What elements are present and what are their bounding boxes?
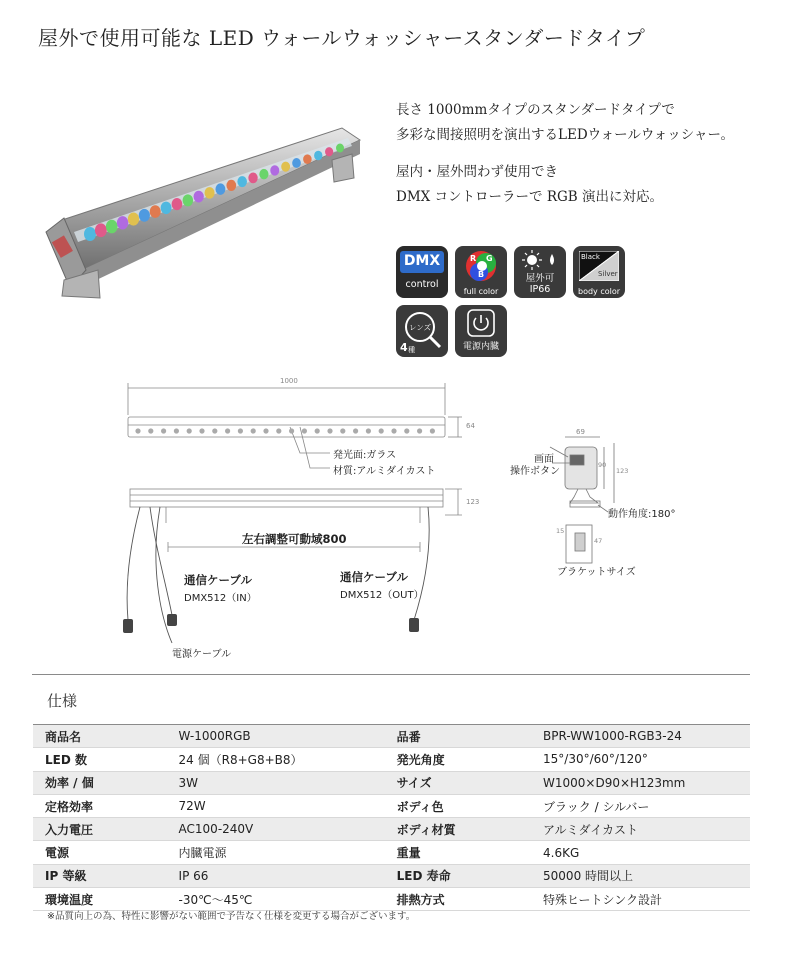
control-text: control	[405, 279, 439, 290]
led-lens	[237, 176, 247, 187]
face-label: 発光面:ガラス	[333, 450, 397, 461]
sun-rain-icon	[514, 248, 566, 270]
cable-in-sub: DMX512（IN）	[184, 593, 257, 604]
button-label: 操作ボタン	[510, 466, 560, 477]
led-dot	[289, 428, 294, 433]
lens-count: 4	[400, 341, 408, 354]
spec-title: 仕様	[47, 692, 78, 710]
led-lens	[194, 191, 204, 203]
table-row	[33, 794, 750, 817]
led-lens	[226, 180, 236, 191]
disclaimer-note: ※品質向上の為、特性に影響がない範囲で予告なく仕様を変更する場合がございます。	[47, 911, 416, 922]
led-lens	[314, 151, 322, 160]
spec-value: 24 個（R8+G8+B8）	[167, 748, 385, 771]
page-title: 屋外で使用可能な LED ウォールウォッシャースタンダードタイプ	[38, 26, 646, 50]
led-dot	[199, 428, 204, 433]
length-dimension: 1000	[280, 377, 298, 385]
led-dot	[315, 428, 320, 433]
bracket-dimension-47: 47	[594, 537, 603, 545]
ip66-text: IP66	[529, 284, 551, 295]
spec-value: W-1000RGB	[167, 725, 385, 748]
spec-key: 効率 / 個	[33, 771, 167, 794]
spec-key: 電源	[33, 841, 167, 864]
body-color-badge	[573, 246, 625, 298]
power-cable-label: 電源ケーブル	[172, 649, 232, 660]
led-dot	[391, 428, 396, 433]
led-dot	[327, 428, 332, 433]
table-row	[33, 864, 750, 887]
spec-value: IP 66	[167, 864, 385, 887]
dmx-control-badge	[396, 246, 448, 298]
led-dot	[417, 428, 422, 433]
cable-out-label: 通信ケーブル	[340, 570, 408, 584]
lens-text: レンズ	[409, 323, 432, 332]
led-dot	[263, 428, 268, 433]
depth-dimension: 69	[576, 428, 585, 436]
led-dot	[379, 428, 384, 433]
led-dot	[353, 428, 358, 433]
angle-label: 動作角度:180°	[608, 509, 676, 520]
cable-in-label: 通信ケーブル	[184, 573, 252, 587]
spec-key: 環境温度	[33, 888, 167, 911]
led-dot	[212, 428, 217, 433]
description-line: 長さ 1000mmタイプのスタンダードタイプで	[396, 102, 675, 118]
led-dot	[225, 428, 230, 433]
led-dot	[135, 428, 140, 433]
side-dimension-123: 123	[616, 467, 629, 475]
spec-key: 発光角度	[385, 748, 531, 771]
led-lens	[259, 169, 268, 180]
description-line: 屋内・屋外問わず使用でき	[396, 164, 558, 180]
led-lens	[183, 194, 193, 206]
led-lens	[281, 162, 290, 172]
led-lens	[215, 183, 225, 194]
spec-table	[33, 724, 750, 911]
silver-text: Silver	[598, 270, 618, 278]
table-row	[33, 748, 750, 771]
led-lens	[270, 165, 279, 175]
led-dot	[276, 428, 281, 433]
table-row	[33, 818, 750, 841]
led-lens	[139, 209, 150, 222]
spec-value: BPR-WW1000-RGB3-24	[531, 725, 750, 748]
technical-drawing	[0, 375, 787, 675]
side-dimension-90: 90	[598, 461, 607, 469]
spec-key: 定格効率	[33, 794, 167, 817]
power-badge	[455, 305, 507, 357]
led-dot	[148, 428, 153, 433]
led-lens	[161, 202, 172, 214]
led-lens	[106, 220, 118, 234]
outdoor-ip66-badge	[514, 246, 566, 298]
spec-key: IP 等級	[33, 864, 167, 887]
spec-key: LED 寿命	[385, 864, 531, 887]
table-row	[33, 841, 750, 864]
spec-value: 15°/30°/60°/120°	[531, 748, 750, 771]
led-lens	[205, 187, 215, 199]
full-color-text: full color	[463, 287, 499, 296]
power-icon	[455, 305, 507, 345]
led-dot	[302, 428, 307, 433]
led-lens	[336, 144, 344, 153]
led-lens	[84, 227, 96, 241]
led-dot	[161, 428, 166, 433]
led-lens	[117, 216, 128, 229]
lens-badge	[396, 305, 448, 357]
product-photo	[42, 120, 382, 310]
spec-value: W1000×D90×H123mm	[531, 771, 750, 794]
spec-value: AC100-240V	[167, 818, 385, 841]
led-dot	[238, 428, 243, 433]
b-letter: B	[478, 270, 485, 279]
led-dot	[174, 428, 179, 433]
spec-value: 50000 時間以上	[531, 864, 750, 887]
spec-key: 排熱方式	[385, 888, 531, 911]
r-letter: R	[470, 254, 477, 263]
spec-key: ボディ材質	[385, 818, 531, 841]
led-lens	[248, 173, 257, 184]
black-text: Black	[581, 253, 600, 261]
led-lens	[128, 212, 139, 225]
lens-unit: 種	[408, 346, 415, 354]
led-lens	[292, 158, 301, 168]
spec-key: ボディ色	[385, 794, 531, 817]
bracket-size-label: ブラケットサイズ	[557, 567, 636, 578]
spec-value: アルミダイカスト	[531, 818, 750, 841]
section-divider	[32, 674, 750, 675]
full-color-badge	[455, 246, 507, 298]
spec-value: 4.6KG	[531, 841, 750, 864]
table-row	[33, 725, 750, 748]
spec-value: 72W	[167, 794, 385, 817]
spec-key: LED 数	[33, 748, 167, 771]
spec-value: -30℃〜45℃	[167, 888, 385, 911]
material-label: 材質:アルミダイカスト	[333, 466, 436, 477]
led-dot	[340, 428, 345, 433]
spec-key: 商品名	[33, 725, 167, 748]
spec-value: 3W	[167, 771, 385, 794]
bracket-dimension-15: 15	[556, 527, 565, 535]
g-letter: G	[486, 254, 493, 263]
cable-out-sub: DMX512（OUT）	[340, 590, 424, 601]
dmx-text: DMX	[403, 253, 441, 269]
spec-key: サイズ	[385, 771, 531, 794]
height-dimension: 64	[466, 422, 475, 430]
outdoor-text: 屋外可	[525, 273, 555, 284]
spec-key: 入力電圧	[33, 818, 167, 841]
led-lens	[325, 147, 333, 156]
led-dot	[430, 428, 435, 433]
adjust-range-label: 左右調整可動域800	[242, 532, 347, 546]
led-lens	[150, 205, 161, 218]
led-lens	[95, 223, 107, 237]
description-line: 多彩な間接照明を演出するLEDウォールウォッシャー。	[396, 127, 734, 143]
led-dot	[251, 428, 256, 433]
power-text: 電源内臓	[462, 342, 499, 352]
spec-value: 内臓電源	[167, 841, 385, 864]
spec-key: 品番	[385, 725, 531, 748]
screen-label: 画面	[534, 454, 554, 465]
led-dot	[366, 428, 371, 433]
description-line: DMX コントローラーで RGB 演出に対応。	[396, 189, 664, 205]
spec-key: 重量	[385, 841, 531, 864]
height2-dimension: 123	[466, 498, 480, 506]
body-color-text: body color	[577, 287, 621, 296]
spec-value: ブラック / シルバー	[531, 794, 750, 817]
led-lens	[172, 198, 183, 210]
led-dot	[404, 428, 409, 433]
led-lens	[303, 154, 312, 164]
spec-value: 特殊ヒートシンク設計	[531, 888, 750, 911]
led-dot	[187, 428, 192, 433]
table-row	[33, 771, 750, 794]
